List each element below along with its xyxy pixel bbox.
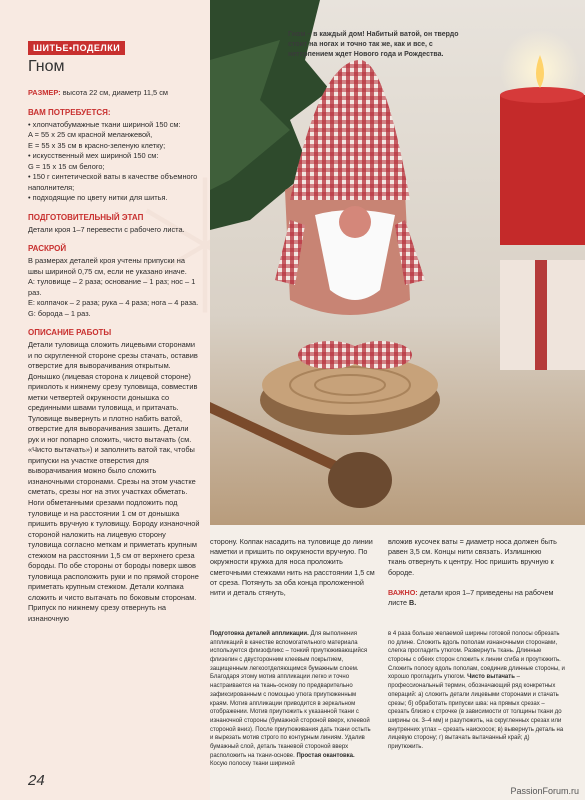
prep-heading: ПОДГОТОВИТЕЛЬНЫЙ ЭТАП [28, 212, 144, 222]
materials-item: • 150 г синтетической ваты в качестве объемного наполнителя; [28, 172, 198, 192]
text-column-3 [388, 537, 558, 608]
applique-text: Для выполнения аппликаций в качестве вспомогательного материала используется флизофликс – тонкий приутюживающийся флизелин с двусторонним клеевым покрытием, защищенным легкоотделяющимся бумажным слоем. Благодаря этому мотив аппликации легко и точно настраивается на ткань-основу по предварительно зафиксированным с помощью утюга приутюженным краям. Мотив аппликации приводится в зеркальном отображении. Мотив приутюжить к указанной ткани с изнаночной стороны (бумажной стороной вверх, клеевой стороной вниз). После приутюживания дать ткани остыть и вырезать мотив строго по контурным линиям. Удалив бумажный слой, деталь тканевой стороной вверх расположить на ткани-основе. [210, 631, 371, 759]
binding-text: Косую полоску ткани шириной [210, 761, 295, 768]
important-text: детали кроя 1–7 приведены на рабочем листе [388, 587, 554, 608]
important-sheet: B. [409, 598, 417, 608]
cutting-text: В размерах деталей кроя учтены припуски на швы шириной 0,75 см, если не указано иначе. [28, 256, 187, 276]
stitch-text: – профессиональный термин, обозначающий ряд конкретных операций: а) сложить детали лицевыми сторонами и стачать срезы; б) обработать припуски шва: на прямых срезах – срезать близко к строчке (в зависимости от толщины ткани до ширины ок. 3–4 мм) и разутюжить, на скругленных срезах или внутренних углах – срезать наискосок; в) вывернуть деталь на лицевую сторону; г) вытачать вытачанный край; д) приутюжить. [388, 674, 564, 750]
cutting-line: G: борода – 1 раз. [28, 308, 91, 318]
materials-heading: ВАМ ПОТРЕБУЕТСЯ: [28, 107, 111, 117]
materials-item: • искусственный мех шириной 150 см: [28, 151, 159, 161]
watermark: PassionForum.ru [510, 786, 579, 796]
materials-item: G = 15 x 15 см белого; [28, 161, 105, 171]
size-label: РАЗМЕР: [28, 88, 61, 97]
size-text: высота 22 см, диаметр 11,5 см [62, 88, 169, 97]
cutting-line: A: туловище – 2 раза; основание – 1 раз; нос – 1 раз. [28, 277, 196, 297]
gnome-photo [210, 0, 585, 525]
photo-caption: Гном – в каждый дом! Набитый ватой, он твердо стоит на ногах и точно так же, как и все, с нетерпением ждет Нового года и Рождества. [288, 31, 459, 59]
materials-item: • хлопчатобумажные ткани шириной 150 см: [28, 119, 181, 129]
work-heading: ОПИСАНИЕ РАБОТЫ [28, 328, 112, 338]
sidebar [0, 0, 210, 800]
important-label: ВАЖНО: [388, 587, 418, 597]
text-column-2: сторону. Колпак насадить на туловище до линии наметки и пришить по окружности вручную. По окружности кружка для носа проложить сметочными стежками нить на расстоянии 1,5 см от среза. Потянуть за оба конца проложенной нити и деталь стянуть, [210, 537, 375, 598]
page-title: Гном [28, 58, 65, 75]
materials-list [28, 120, 200, 204]
page-number: 24 [28, 772, 45, 789]
binding-heading: Простая окантовка. [296, 752, 355, 759]
binding-continued-text: в 4 раза больше желаемой ширины готовой полосы обрезать по длине. Сложить вдоль пополам изнаночными сторонами, слегка прогладить утюгом. Развернуть ткань. Длинные стороны с обеих сторон сложить к линии сгиба и проутюжить. Сложить полосу вдоль пополам, соединив длинные стороны, и хорошо прогладить утюгом. [388, 631, 565, 681]
prep-text: Детали кроя 1–7 перевести с рабочего листа. [28, 224, 185, 234]
size-line [28, 88, 200, 99]
stitch-heading: Чисто вытачать [467, 674, 515, 681]
sidebar-content [28, 38, 200, 624]
technique-column [388, 630, 566, 752]
cutting-heading: РАСКРОЙ [28, 244, 67, 254]
applique-heading: Подготовка деталей аппликации. [210, 631, 309, 637]
cutting-line: E: колпачок – 2 раза; рука – 4 раза; нога – 4 раза. [28, 298, 199, 308]
applique-column [210, 630, 372, 769]
materials-item: A = 55 x 25 см красной меланжевой, [28, 130, 153, 140]
important-note [388, 588, 558, 608]
gnome-illustration [210, 0, 585, 525]
work-text: Детали туловища сложить лицевыми сторонами и по скругленной стороне срезы стачать, оставив отверстие для выворачивания открытым. Донышко (лицевая сторона к лицевой стороне) приколоть к нижнему срезу туловища, совместив метки четвертей окружности донышка со срединными швами туловища, и притачать. Туловище вывернуть и плотно набить ватой, отверстие для выворачивания зашить. Детали рук и ног попарно сложить, чисто вытачать (см. «Чисто вытачать») и заполнить ватой так, чтобы припуски на участке отверстия для выворачивания можно было сложить изнаночными сторонами. Срезы на этом участке сметать, срезы ног на этих участках обметать. Ноги обметанными срезами подложить под туловище и на расстоянии 1 см от донышка пришить вручную к туловищу. Бороду изнаночной стороной наложить на лицевую сторону туловища согласно меткам и приметать крупным стежком на расстоянии 1,5 см от верхнего среза бороды. По обе стороны от бороды поверх швов туловища расположить руки и по прямой стороне приметать крупным стежком. Детали колпака сложить и чисто вытачать по боковым сторонам. Припуск по нижнему срезу отвернуть на изнаночную [28, 340, 200, 623]
materials-item: E = 55 x 35 см в красно-зеленую клетку; [28, 140, 166, 150]
col3-text: вложив кусочек ваты = диаметр носа должен быть равен 3,5 см. Концы нити связать. Излишнюю ткань отвернуть к центру. Нос пришить вручную к бороде. [388, 537, 557, 577]
materials-item: • подходящие по цвету нитки для шитья. [28, 193, 168, 203]
section-tag: ШИТЬЕ•ПОДЕЛКИ [28, 41, 125, 55]
